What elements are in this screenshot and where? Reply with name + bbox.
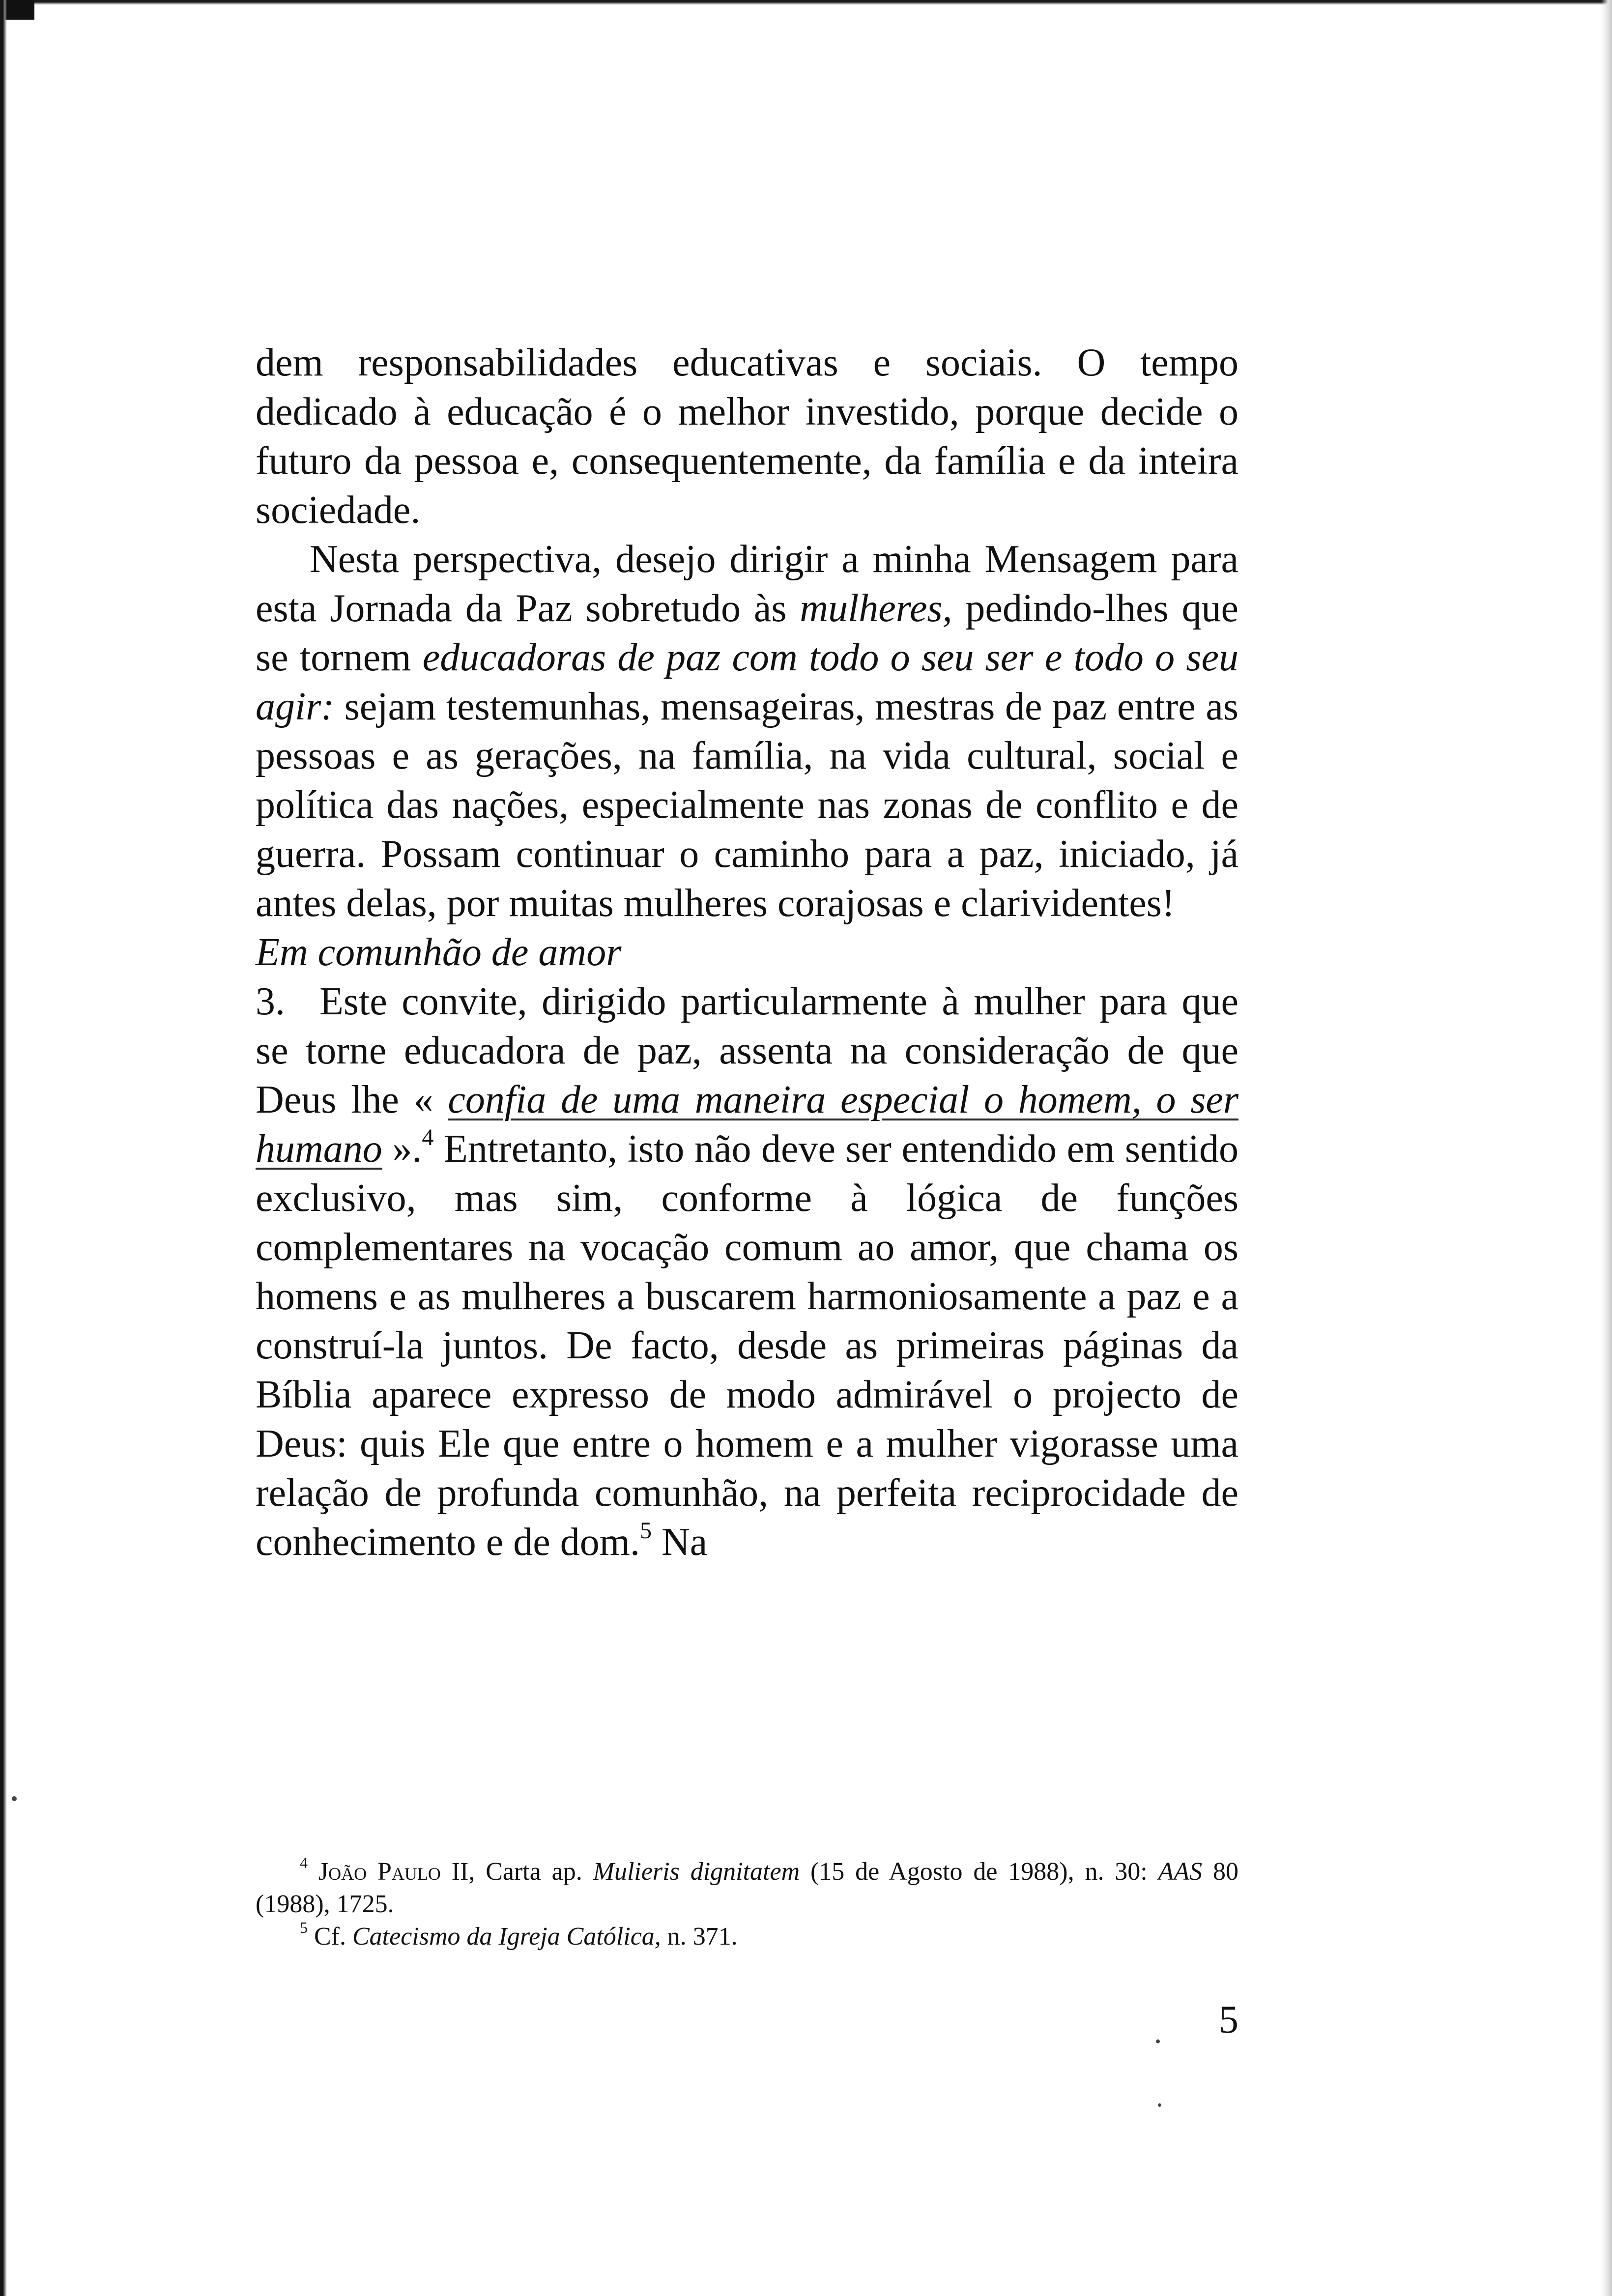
scan-speck (1158, 2103, 1161, 2107)
footnote-title: Mulieris dignitatem (593, 1858, 800, 1886)
footnote-reference[interactable]: 5 (639, 1518, 652, 1544)
paragraph-number: 3. (256, 980, 285, 1023)
paragraph-text: Na (651, 1521, 708, 1564)
scan-speck (1156, 2039, 1160, 2043)
scan-right-edge (1601, 0, 1612, 2296)
emphasis-text: educadoras de paz com todo o seu ser e todo o seu agir: (256, 636, 1239, 728)
section-heading: Em comunhão de amor (256, 931, 622, 974)
footnote-reference[interactable]: 4 (422, 1124, 434, 1150)
scan-top-edge (0, 0, 1612, 5)
footnote-text: Cf. (314, 1923, 352, 1951)
body-text (256, 338, 1238, 1567)
page-number: 5 (1219, 1998, 1238, 2041)
paragraph-women (256, 535, 1238, 928)
footnote-mark: 4 (300, 1854, 308, 1871)
scan-left-edge (0, 0, 7, 2296)
footnote-text: 80 (1988), 1725. (256, 1858, 1238, 1918)
paragraph-text: Entretanto, isto não deve ser entendido em sentido exclusivo, mas sim, conforme à lógica de funções complementares na vocação comum ao amor, que chama os homens e as mulheres a buscarem harmoniosamente a paz e a construí-la juntos. De facto, desde as primeiras páginas da Bíblia aparece expresso de modo admirável o projecto de Deus: quis Ele que entre o homem e a mulher vigorasse uma relação de profunda comunhão, na perfeita reciprocidade de conhecimento e de dom. (256, 1127, 1239, 1564)
footnote-journal: AAS (1158, 1858, 1203, 1886)
paragraph-text: pedindo-lhes que se tornem (256, 587, 1239, 679)
paragraph-continued (256, 338, 1238, 535)
footnote-text: II, Carta ap. (440, 1858, 593, 1886)
footnote-text: n. 371. (661, 1923, 738, 1951)
footnote-title: Catecismo da Igreja Católica, (352, 1923, 661, 1951)
paragraph-text: dem responsabilidades educativas e sociais. O tempo dedicado à educação é o melhor investido, porque decide o futuro da pessoa e, consequentemente, da família e da inteira sociedade. (256, 341, 1238, 532)
footnote (256, 1856, 1238, 1921)
paragraph-text: Nesta perspectiva, desejo dirigir a minha Mensagem para esta Jornada da Paz sobretudo às (256, 538, 1238, 630)
quoted-text: confia de uma maneira especial o homem, o ser humano (256, 1078, 1238, 1171)
footnote-text: (15 de Agosto de 1988), n. 30: (800, 1858, 1158, 1886)
footnotes (256, 1856, 1238, 1953)
emphasis-text: mulheres, (800, 587, 952, 630)
scan-speck (12, 1796, 17, 1801)
footnote-mark: 5 (300, 1919, 308, 1936)
footnote (256, 1921, 1238, 1953)
paragraph-text: sejam testemunhas, mensageiras, mestras de paz entre as pessoas e as gerações, na família, na vida cultural, social e política das nações, especialmente nas zonas de conflito e de guerra. Possam continuar o caminho para a paz, iniciado, já antes delas, por muitas mulheres corajosas e clarividentes! (256, 685, 1238, 925)
paragraph-numbered (256, 977, 1238, 1567)
footnote-author: João Paulo (318, 1858, 441, 1886)
paragraph-text: Este convite, dirigido particularmente à mulher para que se torne educadora de paz, assenta na consideração de que Deus lhe « (256, 980, 1238, 1121)
paragraph-text: ». (382, 1127, 422, 1171)
